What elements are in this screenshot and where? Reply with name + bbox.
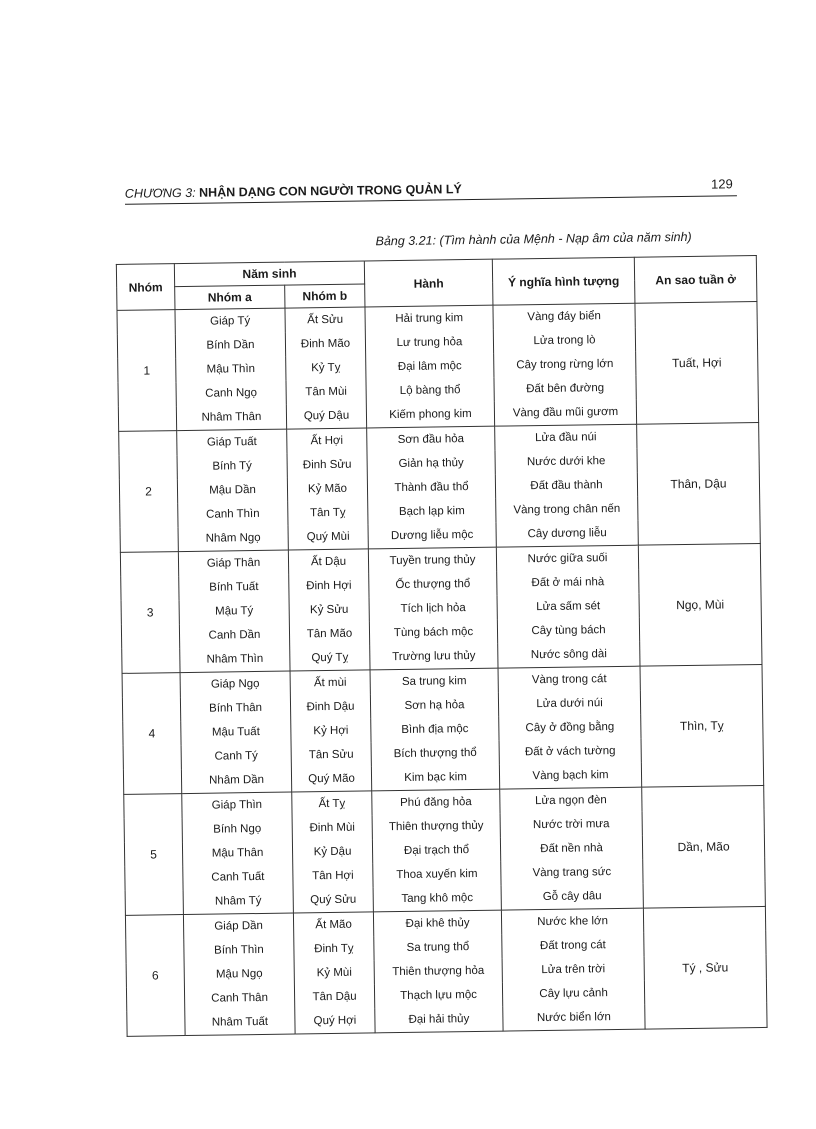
birth-year-a: Mậu Ngọ [184,962,294,988]
birth-year-a: Canh Dần [179,623,289,649]
element-name: Sa trung kim [370,668,498,694]
element-name: Sa trung thổ [374,935,502,961]
birth-year-a: Giáp Dần [183,913,293,939]
birth-year-b: Ất Dậu [288,549,368,575]
element-name: Phú đăng hỏa [372,789,500,815]
symbolic-meaning: Đất nền nhà [500,836,642,862]
birth-year-b: Quý Hợi [295,1008,375,1034]
symbolic-meaning: Vàng đầu mũi gươm [494,400,636,426]
birth-year-a: Giáp Tuất [177,429,287,455]
birth-year-a: Mậu Thân [182,841,292,867]
symbolic-meaning: Nước khe lớn [501,908,643,934]
birth-year-b: Ất Hợi [287,428,367,454]
birth-year-a: Canh Ngọ [176,381,286,407]
element-name: Đại khê thủy [373,910,501,936]
symbolic-meaning: Lửa ngọn đèn [500,787,642,813]
header-element: Hành [364,259,493,307]
symbolic-meaning: Vàng trang sức [501,860,643,886]
symbolic-meaning: Nước giữa suối [496,545,638,571]
symbolic-meaning: Nước dưới khe [495,449,637,475]
page-number: 129 [710,176,733,192]
birth-year-a: Bính Ngọ [182,817,292,843]
table-caption: Bảng 3.21: (Tìm hành của Mệnh - Nạp âm của năm sinh) [375,229,692,249]
birth-year-b: Đinh Dậu [290,694,370,719]
element-name: Đại lâm mộc [366,354,494,380]
birth-year-b: Đinh Hợi [289,573,369,598]
birth-year-a: Nhâm Tuất [185,1010,295,1036]
birth-year-b: Quý Mão [291,766,371,792]
element-name: Thiên thượng hỏa [374,959,502,985]
group-number: 1 [117,310,177,432]
birth-year-a: Bính Dần [175,333,285,359]
symbolic-meaning: Đất bên đường [494,376,636,402]
birth-year-b: Kỷ Mão [287,476,367,501]
header-sub-a: Nhóm a [175,285,285,310]
element-name: Trường lưu thủy [370,644,498,670]
symbolic-meaning: Vàng bạch kim [499,763,641,789]
birth-year-b: Ất Tỵ [292,791,372,817]
birth-year-b: Tân Hợi [293,863,373,888]
birth-year-b: Quý Mùi [288,524,368,550]
birth-year-b: Ất Mão [293,912,373,938]
chapter-heading [125,182,462,201]
birth-year-a: Giáp Thìn [182,792,292,818]
birth-year-a: Bính Tuất [179,575,289,601]
birth-year-a: Mậu Tý [179,599,289,625]
element-name: Thoa xuyến kim [373,862,501,888]
chapter-title: NHẬN DẠNG CON NGƯỜI TRONG QUẢN LÝ [199,182,462,200]
birth-year-b: Đinh Mùi [292,815,372,840]
birth-year-a: Nhâm Ngọ [178,526,288,552]
symbolic-meaning: Gỗ cây dâu [501,884,643,910]
birth-year-a: Mậu Dần [177,478,287,504]
symbolic-meaning: Lửa dưới núi [498,691,640,717]
birth-year-a: Giáp Tý [175,308,285,334]
element-name: Đại trạch thổ [372,838,500,864]
birth-year-b: Tân Dậu [294,984,374,1009]
header-birth-year: Năm sinh [174,261,364,287]
birth-year-b: Tân Tỵ [288,500,368,525]
symbolic-meaning: Lửa trong lò [493,328,635,354]
header-star: An sao tuần ở [634,255,757,303]
birth-year-b: Kỷ Sửu [289,597,369,622]
group-number: 3 [120,552,180,674]
element-name: Hải trung kim [365,305,493,331]
star-position: Thìn, Tỵ [640,664,764,787]
element-name: Thạch lựu mộc [374,983,502,1009]
birth-year-a: Bính Tý [177,454,287,480]
symbolic-meaning: Lửa trên trời [502,957,644,983]
element-name: Bạch lạp kim [368,499,496,525]
birth-year-a: Canh Thân [184,986,294,1012]
header-sub-b: Nhóm b [285,284,365,308]
star-position: Ngọ, Mùi [638,543,762,666]
birth-year-a: Nhâm Dần [181,768,291,794]
symbolic-meaning: Cây trong rừng lớn [494,352,636,378]
birth-year-b: Kỷ Tỵ [286,355,366,380]
element-name: Thành đầu thổ [367,475,495,501]
birth-year-b: Kỷ Mùi [294,960,374,985]
element-name: Ốc thượng thổ [369,572,497,598]
star-position: Dần, Mão [642,785,766,908]
birth-year-b: Ất mùi [290,670,370,696]
symbolic-meaning: Cây ở đồng bằng [499,715,641,741]
birth-year-a: Canh Thìn [178,502,288,528]
element-name: Bình địa mộc [371,717,499,743]
birth-year-b: Kỷ Dậu [292,839,372,864]
symbolic-meaning: Nước trời mưa [500,812,642,838]
symbolic-meaning: Nước sông dài [498,642,640,668]
group-number: 2 [119,431,179,553]
group-number: 5 [124,794,184,916]
star-position: Tý , Sửu [643,906,767,1029]
element-name: Tang khô mộc [373,886,501,912]
element-name: Kim bạc kim [371,765,499,791]
star-position: Tuất, Hợi [635,301,759,424]
symbolic-meaning: Đất đầu thành [495,473,637,499]
birth-year-a: Mậu Thìn [176,357,286,383]
birth-year-b: Đinh Tỵ [294,936,374,961]
symbolic-meaning: Cây dương liễu [496,521,638,547]
birth-year-a: Nhâm Thân [176,405,286,431]
group-number: 4 [122,673,182,795]
birth-year-b: Ất Sửu [285,307,365,333]
birth-year-b: Quý Tỵ [290,645,370,671]
birth-year-a: Canh Tuất [183,865,293,891]
element-name: Tùng bách mộc [369,620,497,646]
group-number: 6 [125,915,185,1037]
element-name: Đại hải thủy [375,1007,503,1033]
element-name: Tích lịch hỏa [369,596,497,622]
symbolic-meaning: Lửa đầu núi [495,424,637,450]
birth-year-a: Canh Tý [181,744,291,770]
birth-year-b: Tân Mão [289,621,369,646]
birth-year-b: Tân Sửu [291,742,371,767]
nap-am-table [116,255,768,1037]
symbolic-meaning: Vàng đáy biển [493,303,635,329]
running-header [125,171,737,205]
birth-year-a: Bính Thân [180,696,290,722]
symbolic-meaning: Cây lựu cảnh [502,981,644,1007]
element-name: Giản hạ thủy [367,451,495,477]
birth-year-b: Kỷ Hợi [291,718,371,743]
symbolic-meaning: Đất trong cát [502,933,644,959]
star-position: Thân, Dậu [637,422,761,545]
symbolic-meaning: Lửa sấm sét [497,594,639,620]
header-meaning: Ý nghĩa hình tượng [492,257,635,305]
table-body [117,301,767,1036]
element-name: Kiếm phong kim [366,402,494,428]
birth-year-a: Giáp Ngọ [180,671,290,697]
header-group: Nhóm [116,264,175,311]
element-name: Tuyền trung thủy [368,547,496,573]
birth-year-b: Quý Sửu [293,887,373,913]
chapter-label: CHƯƠNG 3: [124,185,196,201]
symbolic-meaning: Đất ở mái nhà [497,570,639,596]
element-name: Lư trung hỏa [365,330,493,356]
symbolic-meaning: Cây tùng bách [497,618,639,644]
element-name: Sơn đầu hỏa [367,426,495,452]
symbolic-meaning: Nước biển lớn [503,1005,645,1031]
element-name: Sơn hạ hỏa [370,693,498,719]
birth-year-a: Bính Thìn [184,938,294,964]
symbolic-meaning: Vàng trong chân nến [496,497,638,523]
element-name: Bích thượng thổ [371,741,499,767]
birth-year-b: Đinh Mão [285,331,365,356]
birth-year-a: Giáp Thân [178,550,288,576]
element-name: Lộ bàng thổ [366,378,494,404]
birth-year-b: Tân Mùi [286,379,366,404]
birth-year-a: Nhâm Thìn [180,647,290,673]
symbolic-meaning: Đất ở vách tường [499,739,641,765]
birth-year-b: Đinh Sửu [287,452,367,477]
element-name: Thiên thượng thủy [372,814,500,840]
birth-year-b: Quý Dậu [286,403,366,429]
symbolic-meaning: Vàng trong cát [498,666,640,692]
birth-year-a: Nhâm Tý [183,889,293,915]
birth-year-a: Mậu Tuất [181,720,291,746]
element-name: Dương liễu mộc [368,523,496,549]
